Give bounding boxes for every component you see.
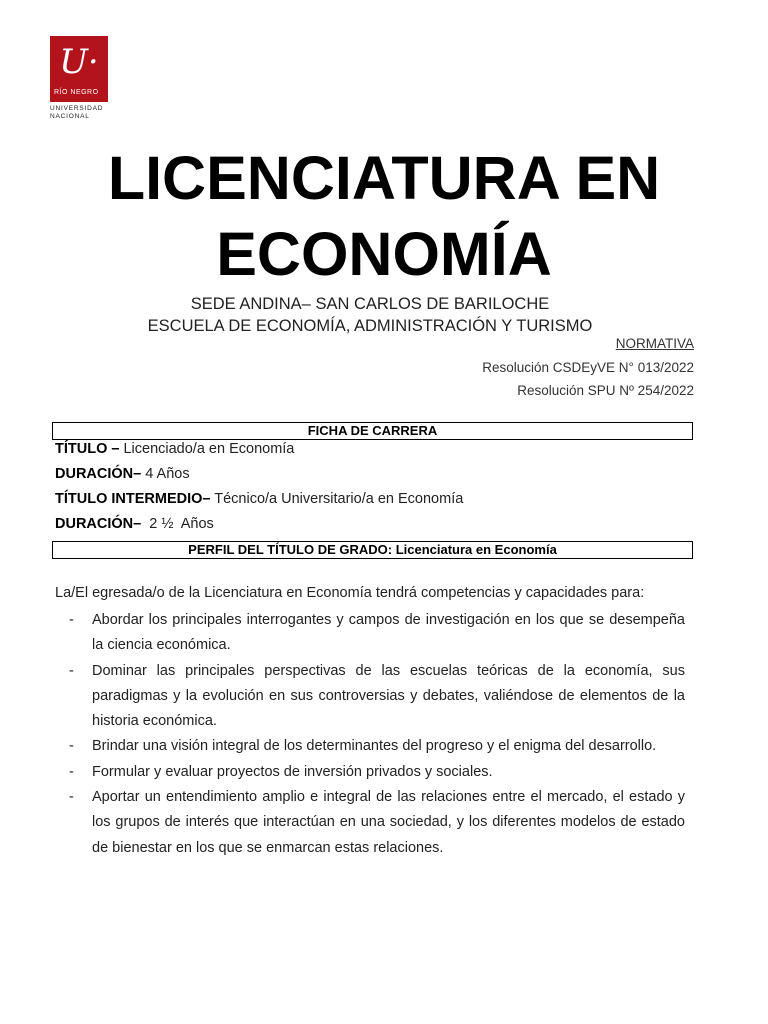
field-value: 2 ½ Años — [141, 516, 214, 532]
logo-rio-negro: RÍO NEGRO — [54, 89, 99, 96]
resolution-spu: Resolución SPU Nº 254/2022 — [517, 383, 694, 398]
list-item — [55, 785, 685, 861]
list-item-text: Aportar un entendimiento amplio e integral de las relaciones entre el mercado, el estado y los grupos de interés que interactúan en una sociedad, y los diferentes modelos de estado de bienestar en los que se enmarcan estas relaciones. — [92, 789, 685, 856]
list-item — [55, 608, 685, 659]
competencias-list — [55, 608, 685, 861]
list-item — [55, 734, 685, 759]
bullet-dash: - — [69, 763, 74, 780]
field-value: Técnico/a Universitario/a en Economía — [210, 491, 464, 507]
ficha-heading: FICHA DE CARRERA — [52, 422, 693, 440]
bullet-dash: - — [69, 612, 74, 628]
sede-line: SEDE ANDINA– SAN CARLOS DE BARILOCHE — [190, 295, 550, 313]
field-label: TÍTULO INTERMEDIO– — [55, 491, 211, 507]
field-label: DURACIÓN– — [55, 516, 142, 532]
list-item — [55, 760, 685, 785]
field-value: Licenciado/a en Economía — [119, 441, 295, 457]
field-value: 4 Años — [141, 466, 190, 482]
university-logo — [50, 36, 108, 121]
normativa-heading: NORMATIVA — [615, 336, 694, 351]
logo-line-nacional: NACIONAL — [50, 113, 90, 120]
list-item-text: Dominar las principales perspectivas de las escuelas teóricas de la economía, sus paradigmas y la evolución en sus controversias y debates, valiéndose de elementos de la historia económica. — [92, 662, 685, 730]
bullet-dash: - — [69, 789, 74, 806]
page-title-line2: ECONOMÍA — [216, 220, 552, 288]
page-title-line1: LICENCIATURA EN — [107, 144, 661, 212]
logo-mark — [50, 36, 108, 102]
field-label: TÍTULO – — [55, 441, 120, 457]
logo-letter: U· — [59, 42, 99, 82]
field-titulo — [55, 440, 294, 458]
list-item — [55, 659, 685, 735]
logo-line-universidad: UNIVERSIDAD — [50, 105, 104, 112]
field-titulo-intermedio — [55, 490, 463, 508]
bullet-dash: - — [69, 662, 74, 679]
page-title — [0, 140, 768, 292]
escuela-line: ESCUELA DE ECONOMÍA, ADMINISTRACIÓN Y TURISMO — [147, 317, 593, 335]
list-item-text: Formular y evaluar proyectos de inversión privados y sociales. — [92, 763, 493, 780]
field-duracion — [55, 465, 190, 483]
list-item-text: Brindar una visión integral de los determinantes del progreso y el enigma del desarrollo. — [92, 738, 657, 755]
bullet-dash: - — [69, 738, 74, 755]
perfil-heading: PERFIL DEL TÍTULO DE GRADO: Licenciatura en Economía — [52, 541, 693, 559]
field-label: DURACIÓN– — [55, 466, 142, 482]
perfil-intro: La/El egresada/o de la Licenciatura en Economía tendrá competencias y capacidades para: — [55, 585, 645, 601]
field-duracion-intermedio — [55, 515, 214, 533]
logo-subtitle — [50, 105, 108, 121]
resolution-csdeyve: Resolución CSDEyVE N° 013/2022 — [482, 360, 694, 375]
list-item-text: Abordar los principales interrogantes y campos de investigación en los que se desempeña la ciencia económica. — [92, 612, 685, 654]
